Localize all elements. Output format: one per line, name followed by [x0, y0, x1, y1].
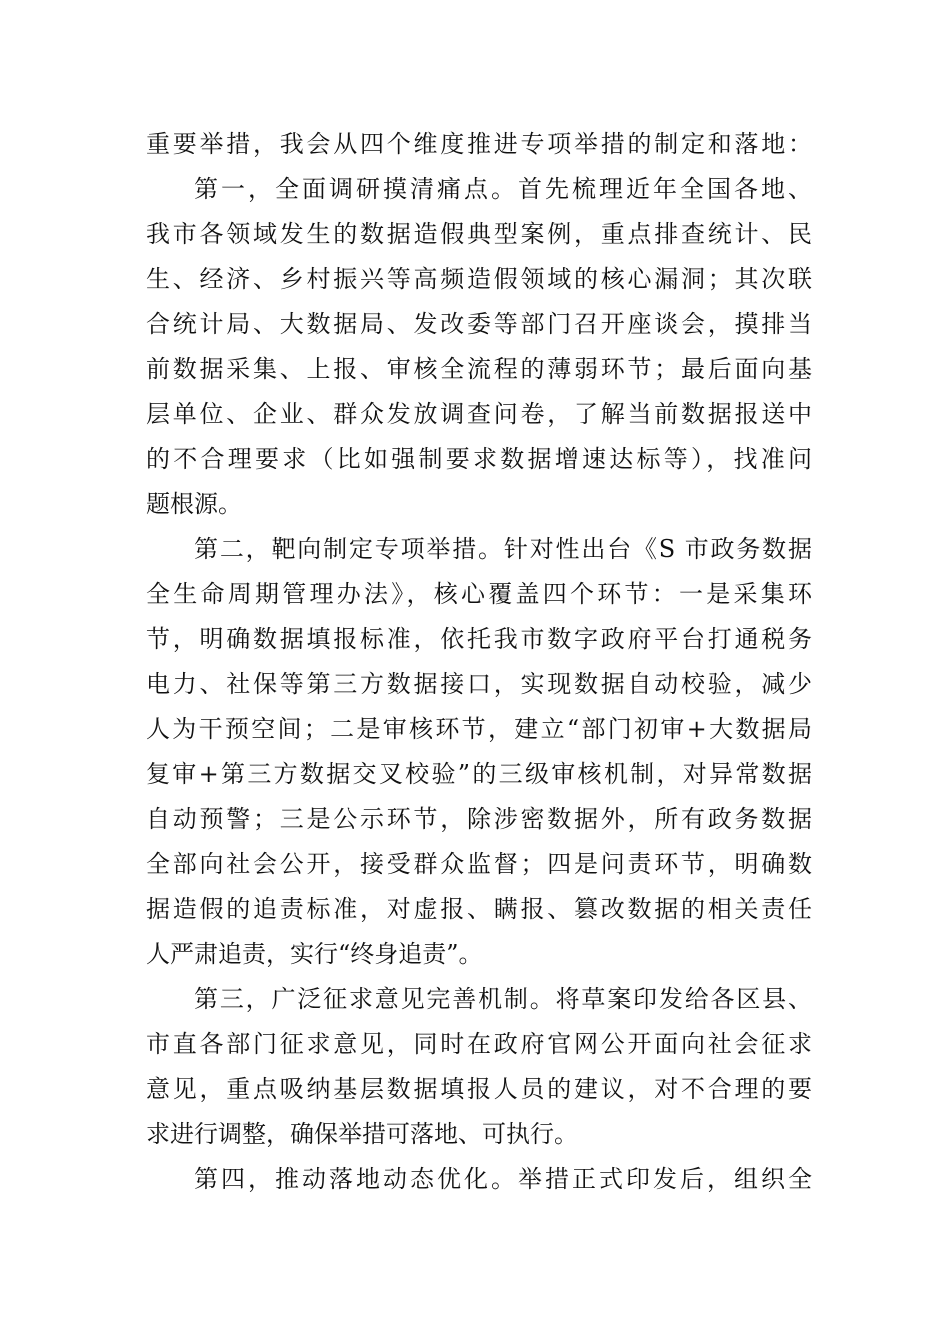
text-line: 合统计局、大数据局、发改委等部门召开座谈会，摸排当: [146, 310, 812, 338]
text-line: 人为干预空间；二是审核环节，建立“部门初审+大数据局: [146, 715, 812, 743]
paragraph-first-line: 第三，广泛征求意见完善机制。将草案印发给各区县、: [194, 985, 812, 1013]
text-line: 层单位、企业、群众发放调查问卷，了解当前数据报送中: [146, 400, 812, 428]
text-line: 市直各部门征求意见，同时在政府官网公开面向社会征求: [146, 1030, 812, 1058]
text-line: 全生命周期管理办法》，核心覆盖四个环节：一是采集环: [146, 580, 812, 608]
text-line: 电力、社保等第三方数据接口，实现数据自动校验，减少: [146, 670, 812, 698]
text-line: 全部向社会公开，接受群众监督；四是问责环节，明确数: [146, 850, 812, 878]
text-line: 节，明确数据填报标准，依托我市数字政府平台打通税务: [146, 625, 812, 653]
text-line: 据造假的追责标准，对虚报、瞒报、篡改数据的相关责任: [146, 895, 812, 923]
text-line: 重要举措，我会从四个维度推进专项举措的制定和落地：: [146, 130, 812, 158]
text-line: 前数据采集、上报、审核全流程的薄弱环节；最后面向基: [146, 355, 812, 383]
text-line: 意见，重点吸纳基层数据填报人员的建议，对不合理的要: [146, 1075, 812, 1103]
paragraph-last-line: 求进行调整，确保举措可落地、可执行。: [146, 1120, 578, 1148]
paragraph-first-line: 第二，靶向制定专项举措。针对性出台《S 市政务数据: [194, 535, 812, 563]
paragraph-first-line: 第四，推动落地动态优化。举措正式印发后，组织全: [194, 1165, 812, 1193]
text-line: 生、经济、乡村振兴等高频造假领域的核心漏洞；其次联: [146, 265, 812, 293]
text-line: 复审+第三方数据交叉校验”的三级审核机制，对异常数据: [146, 760, 812, 788]
paragraph-last-line: 题根源。: [146, 490, 242, 518]
paragraph-first-line: 第一，全面调研摸清痛点。首先梳理近年全国各地、: [194, 175, 812, 203]
text-line: 的不合理要求（比如强制要求数据增速达标等），找准问: [146, 445, 812, 473]
text-line: 自动预警；三是公示环节，除涉密数据外，所有政务数据: [146, 805, 812, 833]
document-body: [146, 122, 812, 1202]
text-line: 我市各领域发生的数据造假典型案例，重点排查统计、民: [146, 220, 812, 248]
paragraph-last-line: 人严肃追责，实行“终身追责”。: [146, 940, 483, 968]
